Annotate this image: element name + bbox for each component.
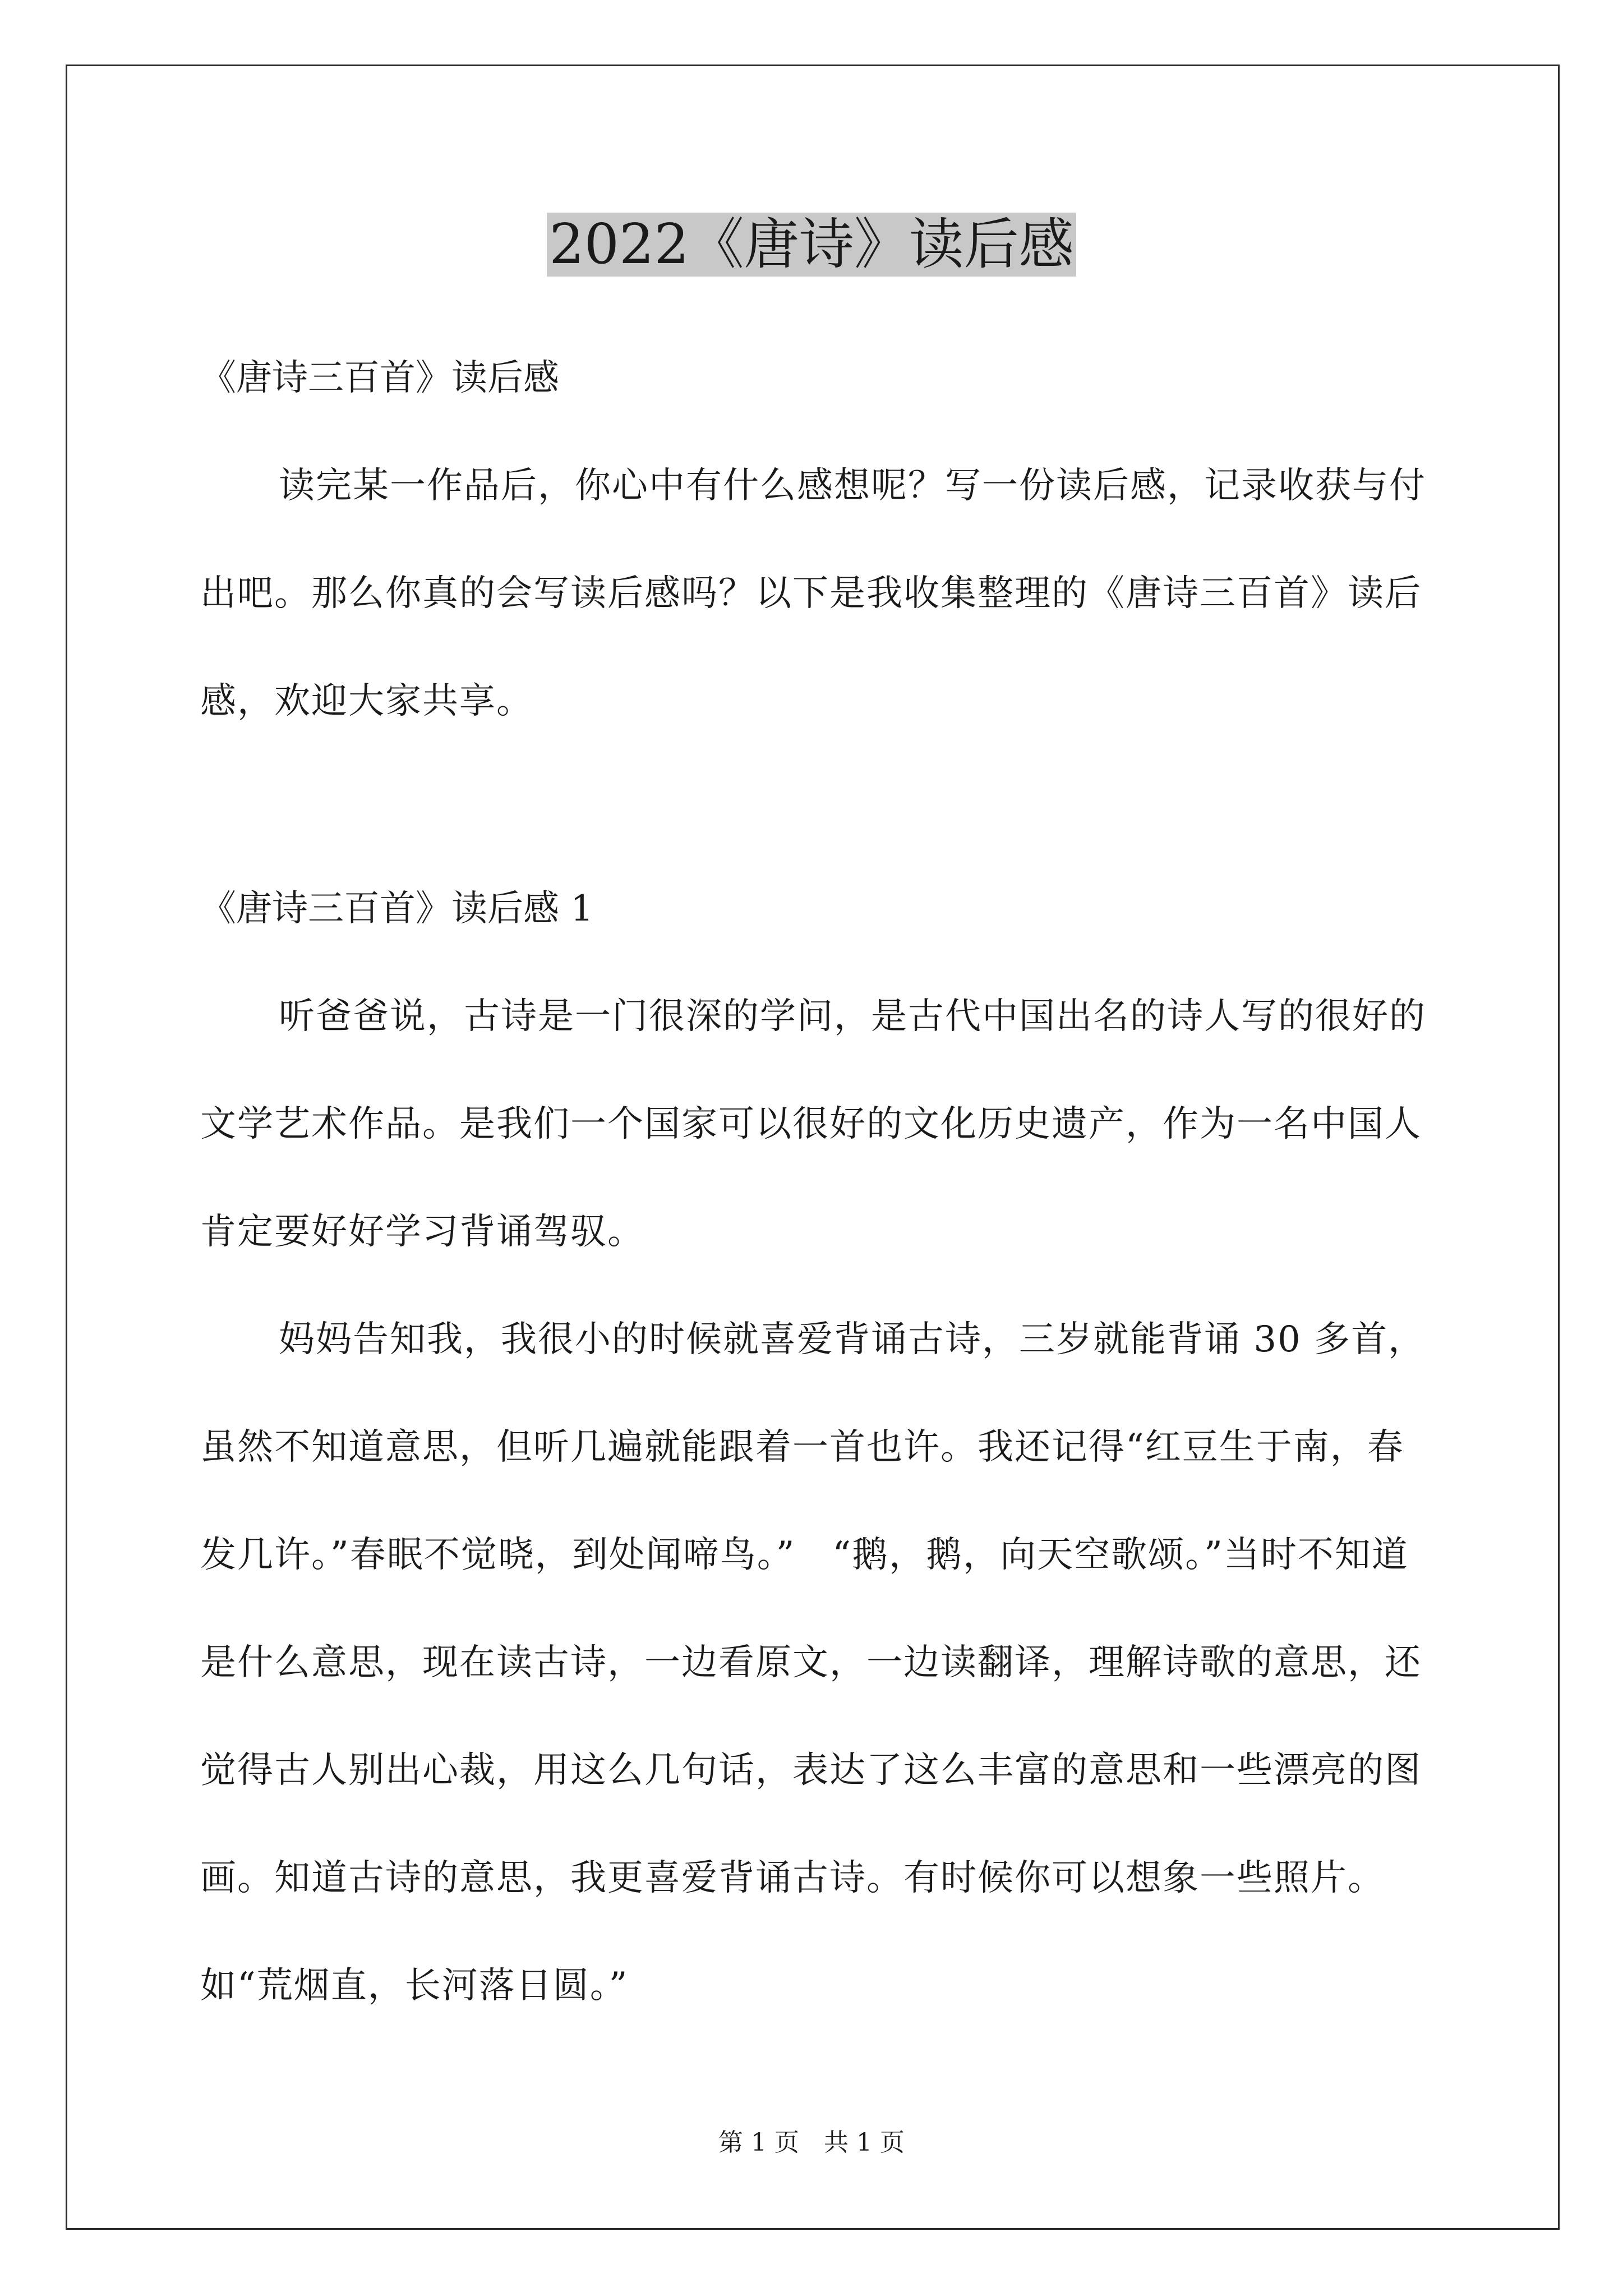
intro-paragraph: 读完某一作品后，你心中有什么感想呢？写一份读后感，记录收获与付出吧。那么你真的会写读后感吗？以下是我收集整理的《唐诗三百首》读后感，欢迎大家共享。: [200, 465, 1426, 722]
body-paragraph-2: 妈妈告知我，我很小的时候就喜爱背诵古诗，三岁就能背诵 30 多首，虽然不知道意思，但听几遍就能跟着一首也许。我还记得“红豆生于南，春发几许。”春眠不觉晓，到处闻啼鸟。” “鹅，鹅，向天空歌颂。”当时不知道是什么意思，现在读古诗，一边看原文，一边读翻译，理解诗歌的意思，还觉得古人别出心裁，用这么几句话，表达了这么丰富的意思和一些漂亮的图画。知道古诗的意思，我更喜爱背诵古诗。有时候你可以想象一些照片。如“荒烟直，长河落日圆。”: [200, 1319, 1426, 2007]
body-paragraph-1: 听爸爸说，古诗是一门很深的学问，是古代中国出名的诗人写的很好的文学艺术作品。是我们一个国家可以很好的文化历史遗产，作为一名中国人肯定要好好学习背诵驾驭。: [200, 996, 1426, 1253]
subtitle: 《唐诗三百首》读后感: [200, 357, 559, 399]
page-footer: 第 1 页 共 1 页: [718, 2128, 905, 2157]
section-heading: 《唐诗三百首》读后感 1: [200, 888, 594, 930]
document-title: 2022《唐诗》读后感: [0, 209, 1623, 280]
